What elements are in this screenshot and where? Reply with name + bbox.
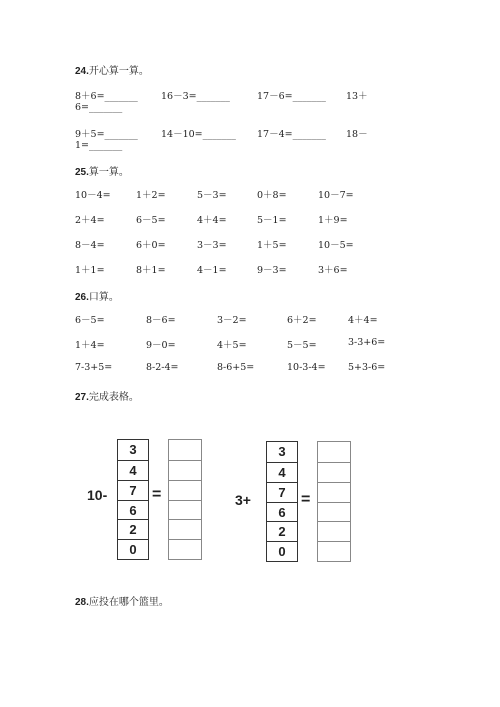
q24-item: 9＋5=_______ xyxy=(75,129,138,140)
q24-item: 6=_______ xyxy=(75,102,123,113)
left-answer-cell[interactable] xyxy=(169,539,201,559)
left-number-column xyxy=(117,439,149,560)
q26-item: 4＋4= xyxy=(348,315,378,326)
left-number-cell: 3 xyxy=(129,442,137,457)
q25-item: 8－4= xyxy=(75,240,105,251)
q25-item: 10－7= xyxy=(318,190,354,201)
q27-number: 27. xyxy=(75,392,89,403)
left-answer-column xyxy=(168,439,202,560)
q25-item: 10－5= xyxy=(318,240,354,251)
left-number-cell: 2 xyxy=(118,519,148,539)
q26-item: 6＋2= xyxy=(287,315,317,326)
right-number-cell: 6 xyxy=(267,502,297,522)
q25-heading xyxy=(75,163,129,178)
left-answer-cell[interactable] xyxy=(169,440,201,460)
q24-heading xyxy=(75,62,149,77)
q26-item: 9－0= xyxy=(146,340,176,351)
left-number-cell: 0 xyxy=(118,539,148,559)
right-answer-cell[interactable] xyxy=(318,502,350,522)
q26-item: 1＋4= xyxy=(75,340,105,351)
q25-title: 算一算。 xyxy=(88,167,129,178)
q26-item: 3－2= xyxy=(217,315,247,326)
q25-item: 1＋2= xyxy=(136,190,166,201)
left-number-cell: 7 xyxy=(118,480,148,500)
right-number-cell: 7 xyxy=(267,482,297,502)
q25-item: 2＋4= xyxy=(75,215,105,226)
q24-title: 开心算一算。 xyxy=(88,66,149,77)
q26-item: 7-3+5= xyxy=(75,362,113,373)
right-equals-sign: = xyxy=(301,491,311,508)
q25-item: 10－4= xyxy=(75,190,111,201)
right-number-cell: 3 xyxy=(278,444,286,459)
q25-item: 5－1= xyxy=(257,215,287,226)
q24-item: 14－10=_______ xyxy=(161,129,236,140)
right-answer-cell[interactable] xyxy=(318,521,350,541)
q28-title: 应投在哪个篮里。 xyxy=(88,597,169,608)
left-answer-cell[interactable] xyxy=(169,500,201,520)
q27-title: 完成表格。 xyxy=(88,392,139,403)
q25-item: 8＋1= xyxy=(136,265,166,276)
left-number-cell: 4 xyxy=(118,460,148,480)
right-answer-cell[interactable] xyxy=(318,482,350,502)
right-answer-cell[interactable] xyxy=(318,462,350,482)
q26-item: 3-3+6= xyxy=(348,337,386,348)
q24-number: 24. xyxy=(75,66,89,77)
q25-item: 4－1= xyxy=(197,265,227,276)
q25-item: 1＋9= xyxy=(318,215,348,226)
q25-item: 1＋1= xyxy=(75,265,105,276)
q25-item: 0＋8= xyxy=(257,190,287,201)
q26-item: 8-6+5= xyxy=(217,362,255,373)
left-equals-sign: = xyxy=(152,486,162,503)
q26-item: 4＋5= xyxy=(217,340,247,351)
left-answer-cell[interactable] xyxy=(169,519,201,539)
q25-item: 3－3= xyxy=(197,240,227,251)
q26-item: 8－6= xyxy=(146,315,176,326)
q25-item: 4＋4= xyxy=(197,215,227,226)
q24-item: 17－4=_______ xyxy=(257,129,326,140)
q24-item: 18－ xyxy=(346,129,368,140)
q25-item: 3＋6= xyxy=(318,265,348,276)
left-number-cell: 6 xyxy=(118,500,148,520)
q26-item: 5－5= xyxy=(287,340,317,351)
q25-item: 1＋5= xyxy=(257,240,287,251)
q26-item: 5+3-6= xyxy=(348,362,386,373)
q25-item: 6＋0= xyxy=(136,240,166,251)
q24-item: 8＋6=_______ xyxy=(75,91,138,102)
right-number-cell: 4 xyxy=(267,462,297,482)
right-answer-column xyxy=(317,441,351,562)
q25-item: 9－3= xyxy=(257,265,287,276)
q26-number: 26. xyxy=(75,292,89,303)
q26-heading xyxy=(75,288,119,303)
q24-item: 1=_______ xyxy=(75,140,123,151)
q26-item: 6－5= xyxy=(75,315,105,326)
q24-item: 16－3=_______ xyxy=(161,91,230,102)
q24-item: 13＋ xyxy=(346,91,368,102)
right-answer-cell[interactable] xyxy=(318,442,350,462)
q25-item: 6－5= xyxy=(136,215,166,226)
left-answer-cell[interactable] xyxy=(169,460,201,480)
right-answer-cell[interactable] xyxy=(318,541,350,561)
q24-item: 17－6=_______ xyxy=(257,91,326,102)
q26-item: 8-2-4= xyxy=(146,362,179,373)
right-number-cell: 2 xyxy=(267,521,297,541)
right-number-cell: 0 xyxy=(267,541,297,561)
q25-item: 5－3= xyxy=(197,190,227,201)
q26-item: 10-3-4= xyxy=(287,362,326,373)
left-operator-prefix: 10- xyxy=(87,487,108,503)
left-answer-cell[interactable] xyxy=(169,480,201,500)
right-operator-prefix: 3+ xyxy=(235,492,251,508)
q25-number: 25. xyxy=(75,167,89,178)
q27-heading xyxy=(75,388,139,403)
q28-heading xyxy=(75,593,169,608)
q28-number: 28. xyxy=(75,597,89,608)
right-number-column xyxy=(266,441,298,562)
q26-title: 口算。 xyxy=(88,292,119,303)
